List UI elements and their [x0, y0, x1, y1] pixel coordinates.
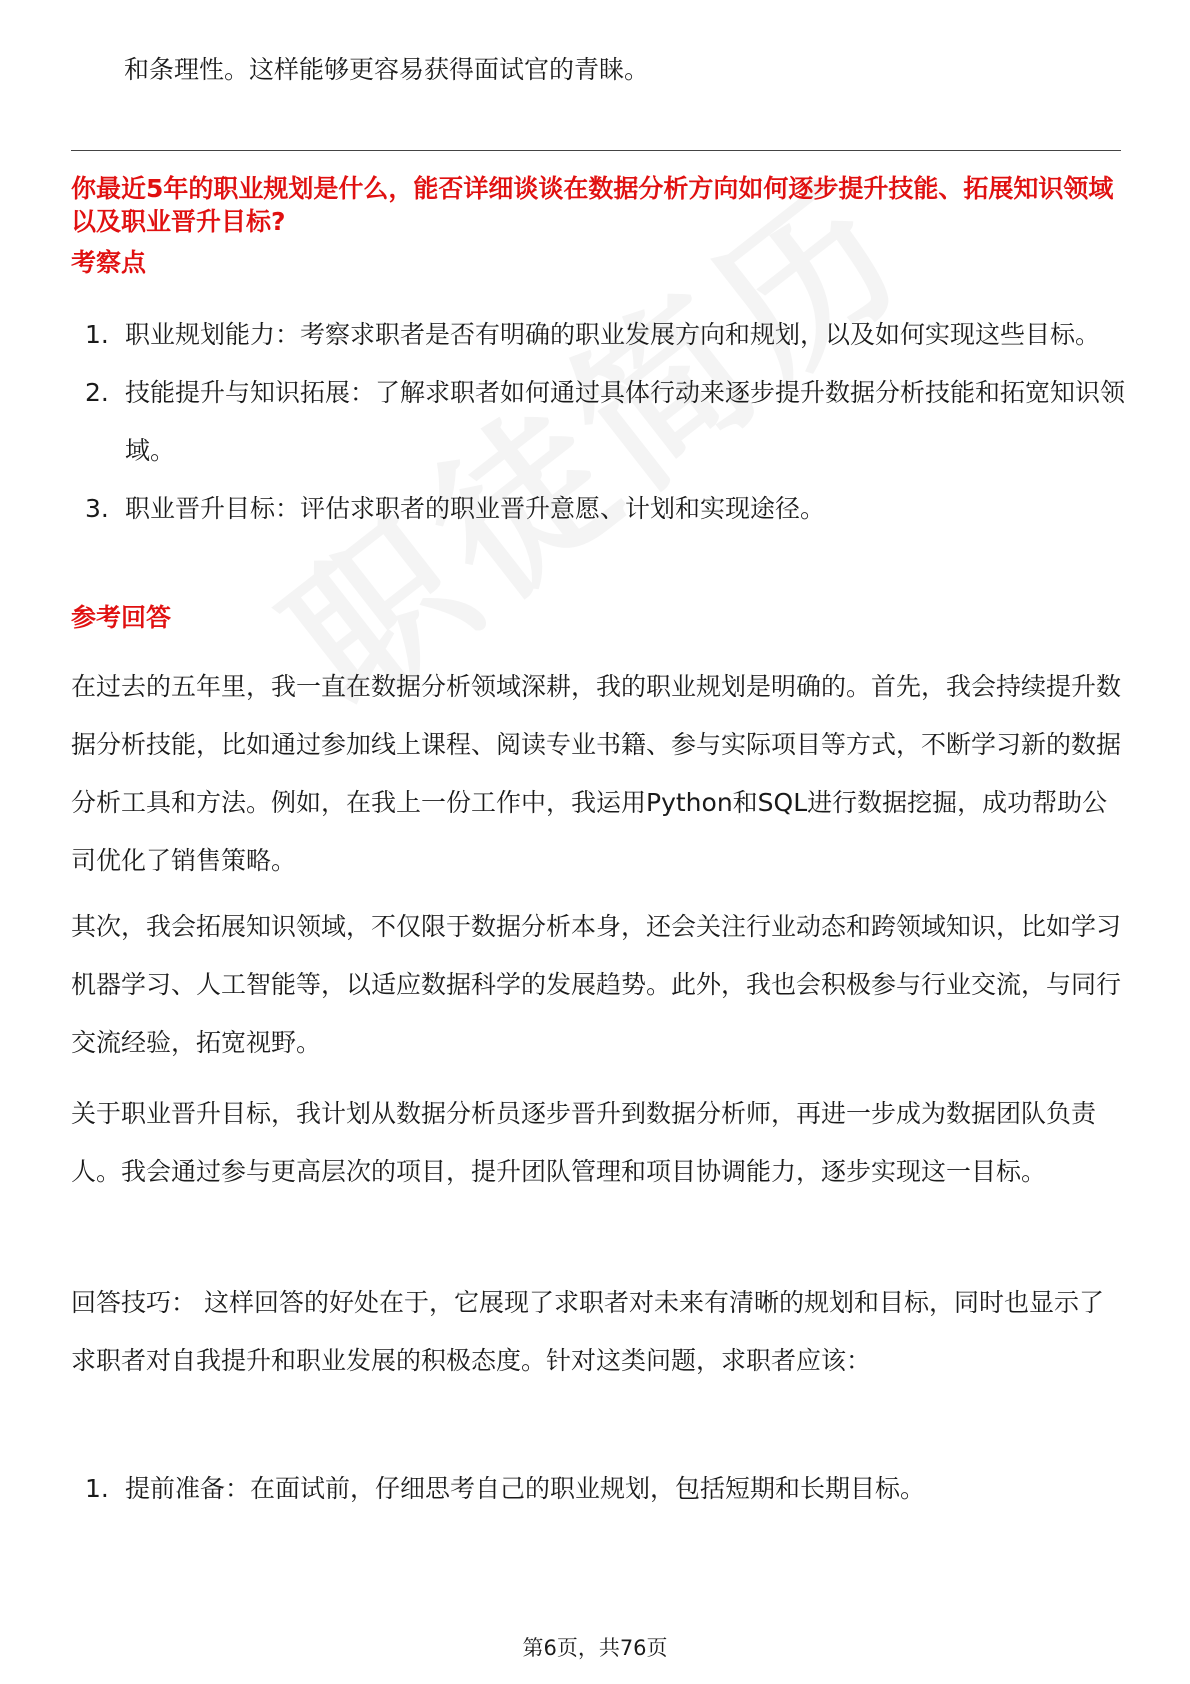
list-item-text: 技能提升与知识拓展：了解求职者如何通过具体行动来逐步提升数据分析技能和拓宽知识领域。: [125, 378, 1126, 465]
list-item: [71, 1460, 1131, 1518]
answer-paragraph: 关于职业晋升目标，我计划从数据分析员逐步晋升到数据分析师，再进一步成为数据团队负责人。我会通过参与更高层次的项目，提升团队管理和项目协调能力，逐步实现这一目标。: [71, 1099, 1097, 1186]
list-number: 2.: [85, 378, 109, 407]
list-item-text: 提前准备：在面试前，仔细思考自己的职业规划，包括短期和长期目标。: [125, 1474, 926, 1503]
previous-answer-tail: 和条理性。这样能够更容易获得面试官的青睐。: [124, 55, 650, 84]
points-list: [71, 306, 1131, 538]
list-item-text: 职业规划能力：考察求职者是否有明确的职业发展方向和规划，以及如何实现这些目标。: [125, 320, 1101, 349]
answer-heading: 参考回答: [71, 603, 172, 632]
list-item-text: 职业晋升目标：评估求职者的职业晋升意愿、计划和实现途径。: [125, 494, 826, 523]
list-item: [71, 364, 1131, 480]
list-number: 1.: [85, 320, 109, 349]
points-heading: 考察点: [71, 248, 147, 277]
question-heading: 你最近5年的职业规划是什么，能否详细谈谈在数据分析方向如何逐步提升技能、拓展知识领域以及职业晋升目标?: [71, 174, 1114, 236]
tips-list: [71, 1460, 1131, 1518]
list-number: 3.: [85, 494, 109, 523]
answer-paragraph: 在过去的五年里，我一直在数据分析领域深耕，我的职业规划是明确的。首先，我会持续提升数据分析技能，比如通过参加线上课程、阅读专业书籍、参与实际项目等方式，不断学习新的数据分析工具和方法。例如，在我上一份工作中，我运用Python和SQL进行数据挖掘，成功帮助公司优化了销售策略。: [71, 672, 1122, 875]
list-item: [71, 306, 1131, 364]
list-item: [71, 480, 1131, 538]
section-divider: [71, 150, 1121, 151]
page-footer: 第6页，共76页: [522, 1636, 668, 1660]
answer-tips-paragraph: 回答技巧： 这样回答的好处在于，它展现了求职者对未来有清晰的规划和目标，同时也显示了求职者对自我提升和职业发展的积极态度。针对这类问题，求职者应该：: [71, 1288, 1104, 1375]
list-number: 1.: [85, 1474, 109, 1503]
answer-paragraph: 其次，我会拓展知识领域，不仅限于数据分析本身，还会关注行业动态和跨领域知识，比如学习机器学习、人工智能等，以适应数据科学的发展趋势。此外，我也会积极参与行业交流，与同行交流经验，拓宽视野。: [71, 912, 1122, 1057]
